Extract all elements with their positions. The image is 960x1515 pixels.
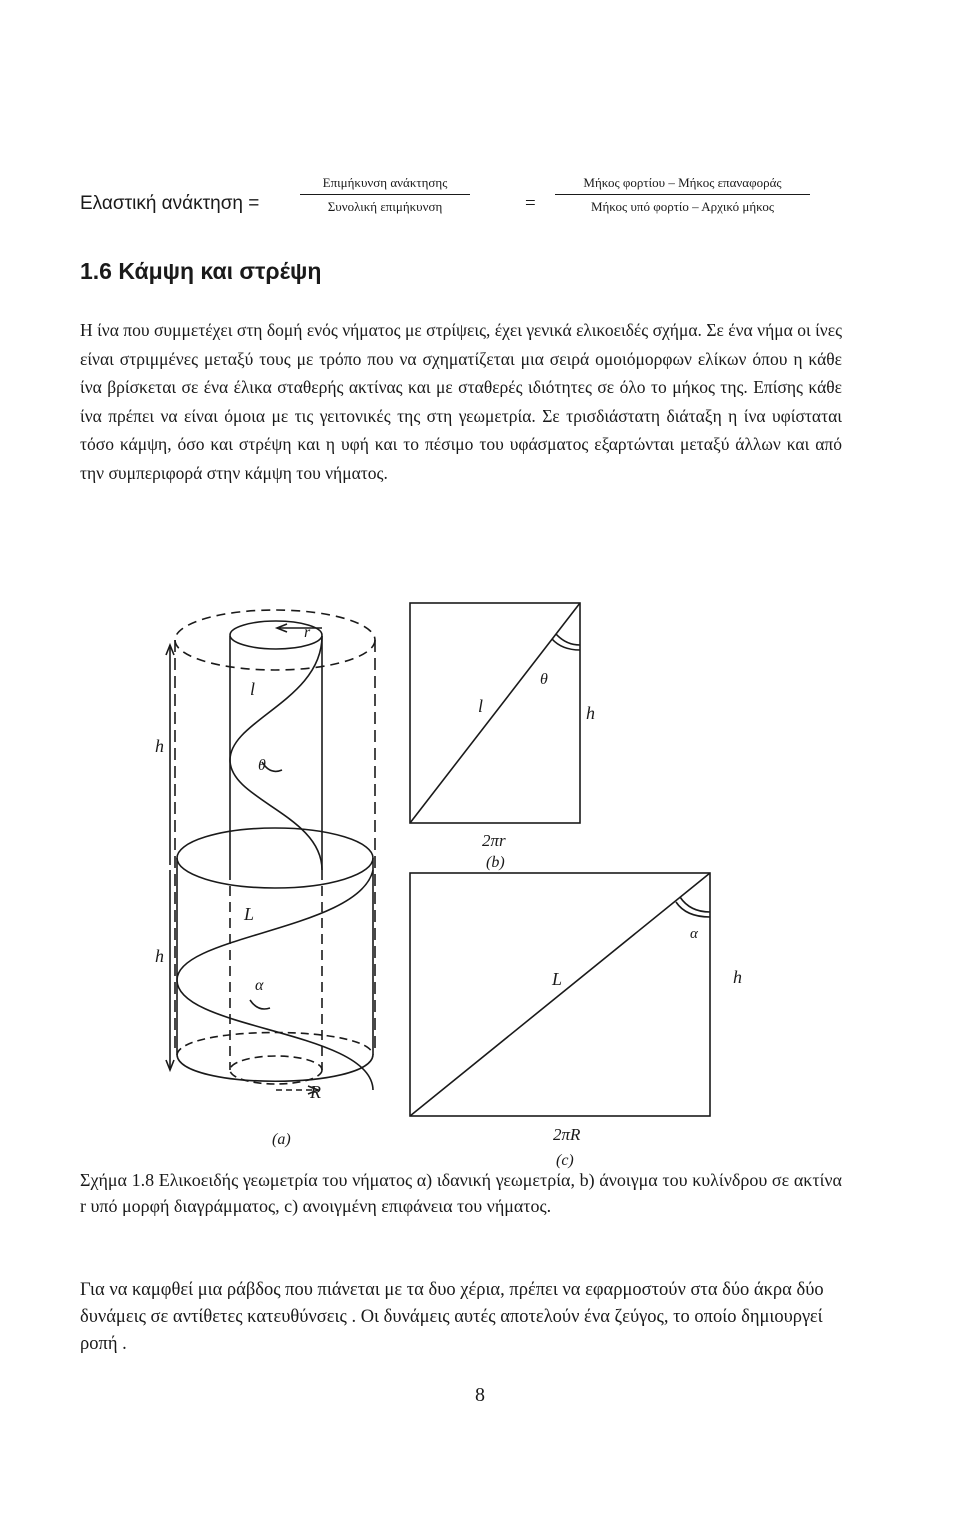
label-subfig-c: (c) [556,1152,574,1169]
label-h-c: h [733,967,742,987]
label-R: R [310,1082,321,1102]
label-theta-b: θ [540,671,548,688]
body-paragraph [80,316,842,487]
label-2piR: 2πR [553,1125,581,1144]
fraction-numerator: Μήκος φορτίου – Μήκος επαναφοράς [555,175,810,195]
label-2pir: 2πr [482,831,506,850]
figure-caption: Σχήμα 1.8 Ελικοειδής γεωμετρία του νήματος α) ιδανική γεωμετρία, b) άνοιγμα του κυλίνδρου σε ακτίνα r υπό μορφή διαγράμματος, c) ανοιγμένη επιφάνεια του νήματος. [80,1170,842,1216]
label-h-b: h [586,703,595,723]
label-alpha-c: α [690,926,698,942]
inner-helix-curve [230,636,322,870]
body-paragraph-2: Για να καμφθεί μια ράβδος που πιάνεται με τα δυο χέρια, πρέπει να εφαρμοστούν στα δύο άκρα δύο δυνάμεις σε αντίθετες κατευθύνσεις . Οι δυνάμεις αυτές αποτελούν ένα ζεύγος, το οποίο δημιουργεί ροπή . [80,1280,824,1354]
fraction-denominator: Μήκος υπό φορτίο – Αρχικό μήκος [590,199,775,214]
fraction-recovery [300,175,470,215]
label-theta: θ [258,757,266,774]
page-number: 8 [475,1384,485,1406]
outer-top-ellipse [175,610,375,670]
paragraph-text: Η ίνα που συμμετέχει στη δομή ενός νήματος με στρίψεις, έχει γενικά ελικοειδές σχήμα. Σε ένα νήμα οι ίνες είναι στριμμένες μεταξύ τους με τρόπο που να σχηματίζεται μια σειρά ομοιόμορφων ελίκων όπου η κάθε ίνα βρίσκεται σε ένα έλικα σταθερής ακτίνας και με σταθερές ιδιότητες σε όλο το μήκος της. Επίσης κάθε ίνα πρέπει να είναι όμοια με τις γειτονικές της στη γεωμετρία. Σε τρισδιάστατη διάταξη η ίνα υφίσταται τόσο κάμψη, όσο και στρέψη και η υφή και το πέσιμο του υφάσματος εξαρτώνται μεταξύ άλλων και από την συμπεριφορά στην κάμψη του νήματος. [80,320,842,483]
outer-helix-curve [177,870,373,1090]
label-r: r [304,624,311,641]
section-heading: 1.6 Κάμψη και στρέψη [80,258,322,284]
label-l: l [250,679,256,699]
label-alpha: α [255,977,264,994]
label-subfig-b: (b) [486,854,505,871]
fraction-numerator: Επιμήκυνση ανάκτησης [300,175,470,195]
middle-ellipse [177,828,373,888]
label-h-lower: h [155,946,164,966]
fraction-lengths [555,175,810,215]
label-l-b: l [478,696,484,716]
label-h-upper: h [155,736,164,756]
helix-geometry-figure [0,590,960,1170]
formula-label: Ελαστική ανάκτηση = [80,193,260,214]
label-L-c: L [552,969,563,989]
fraction-denominator: Συνολική επιμήκυνση [327,199,443,214]
label-L: L [244,904,255,924]
equals-sign: = [525,193,536,214]
label-subfig-a: (a) [272,1131,291,1148]
